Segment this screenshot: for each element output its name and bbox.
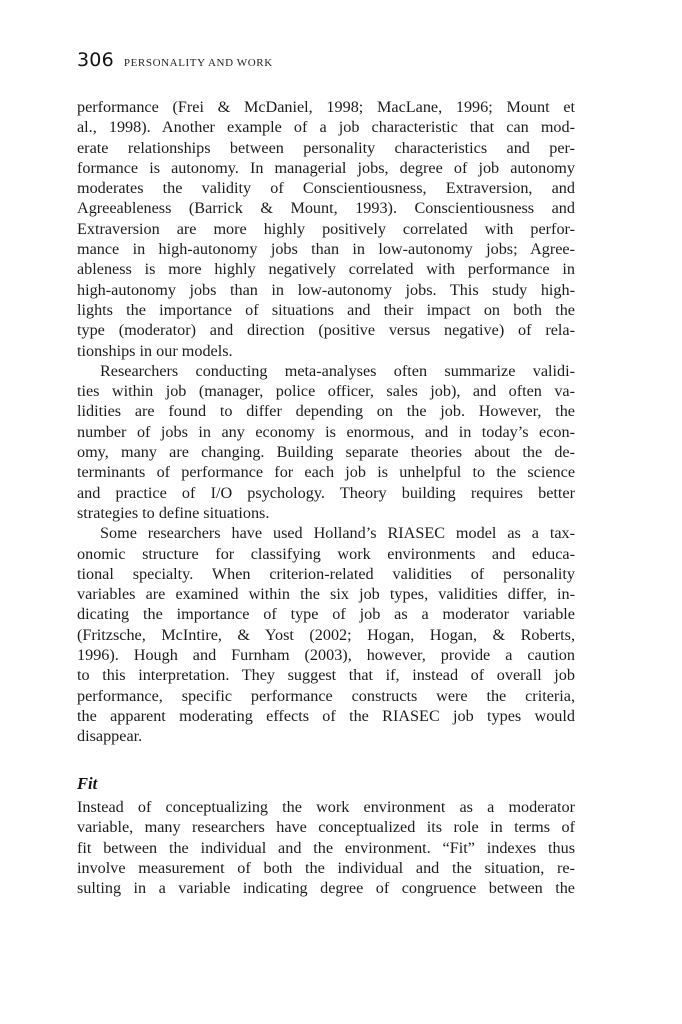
text-line: Some researchers have used Holland’s RIASEC model as a tax- [100, 524, 575, 543]
text-line: Researchers conducting meta-analyses often summarize validi- [100, 361, 575, 380]
text-line: high-autonomy jobs than in low-autonomy jobs. This study high- [77, 280, 575, 299]
text-line: al., 1998). Another example of a job characteristic that can mod- [77, 118, 575, 137]
section-text [77, 797, 575, 898]
text-line: 1996). Hough and Furnham (2003), however, provide a caution [77, 646, 575, 665]
text-line: performance (Frei & McDaniel, 1998; MacLane, 1996; Mount et [77, 98, 575, 116]
text-line: the apparent moderating effects of the RIASEC job types would [77, 706, 575, 725]
text-line: lights the importance of situations and their impact on both the [77, 300, 575, 319]
text-line: tional specialty. When criterion-related validities of personality [77, 564, 575, 583]
text-line: lidities are found to differ depending on the job. However, the [77, 402, 575, 421]
paragraph-1 [77, 97, 575, 361]
text-line: sulting in a variable indicating degree of congruence between the [77, 879, 575, 898]
text-line: variable, many researchers have conceptualized its role in terms of [77, 818, 575, 837]
text-line: omy, many are changing. Building separate theories about the de- [77, 443, 575, 462]
text-line: strategies to define situations. [77, 503, 270, 522]
body-text [77, 97, 575, 747]
text-line: terminants of performance for each job is unhelpful to the science [77, 463, 575, 482]
text-line: involve measurement of both the individual and the situation, re- [77, 858, 575, 877]
text-line: mance in high-autonomy jobs than in low-autonomy jobs; Agree- [77, 240, 575, 259]
text-line: Instead of conceptualizing the work environment as a moderator [77, 798, 575, 816]
text-line: onomic structure for classifying work environments and educa- [77, 544, 575, 563]
text-line: dicating the importance of type of job as a moderator variable [77, 605, 575, 624]
text-line: disappear. [77, 727, 143, 746]
text-line: tionships in our models. [77, 341, 233, 360]
paragraph-3 [77, 523, 575, 746]
section-heading: Fit [77, 774, 98, 793]
text-line: Agreeableness (Barrick & Mount, 1993). Conscientiousness and [77, 199, 575, 218]
text-line: erate relationships between personality characteristics and per- [77, 138, 575, 157]
text-line: ableness is more highly negatively correlated with performance in [77, 260, 575, 279]
paragraph-2 [77, 361, 575, 523]
text-line: number of jobs in any economy is enormous, and in today’s econ- [77, 422, 575, 441]
text-line: type (moderator) and direction (positive versus negative) of rela- [77, 321, 575, 340]
text-line: formance is autonomy. In managerial jobs, degree of job autonomy [77, 158, 575, 177]
text-line: Extraversion are more highly positively correlated with perfor- [77, 219, 575, 238]
text-line: moderates the validity of Conscientiousness, Extraversion, and [77, 179, 575, 198]
page-number: 306 [77, 49, 114, 71]
running-title: PERSONALITY AND WORK [123, 57, 273, 69]
text-line: and practice of I/O psychology. Theory building requires better [77, 483, 575, 502]
text-line: performance, specific performance constructs were the criteria, [77, 686, 575, 705]
text-line: (Fritzsche, McIntire, & Yost (2002; Hogan, Hogan, & Roberts, [77, 625, 575, 644]
running-head [77, 49, 577, 75]
text-line: variables are examined within the six job types, validities differ, in- [77, 585, 575, 604]
text-line: ties within job (manager, police officer, sales job), and often va- [77, 382, 575, 401]
text-line: to this interpretation. They suggest that if, instead of overall job [77, 666, 575, 685]
text-line: fit between the individual and the environment. “Fit” indexes thus [77, 838, 575, 857]
